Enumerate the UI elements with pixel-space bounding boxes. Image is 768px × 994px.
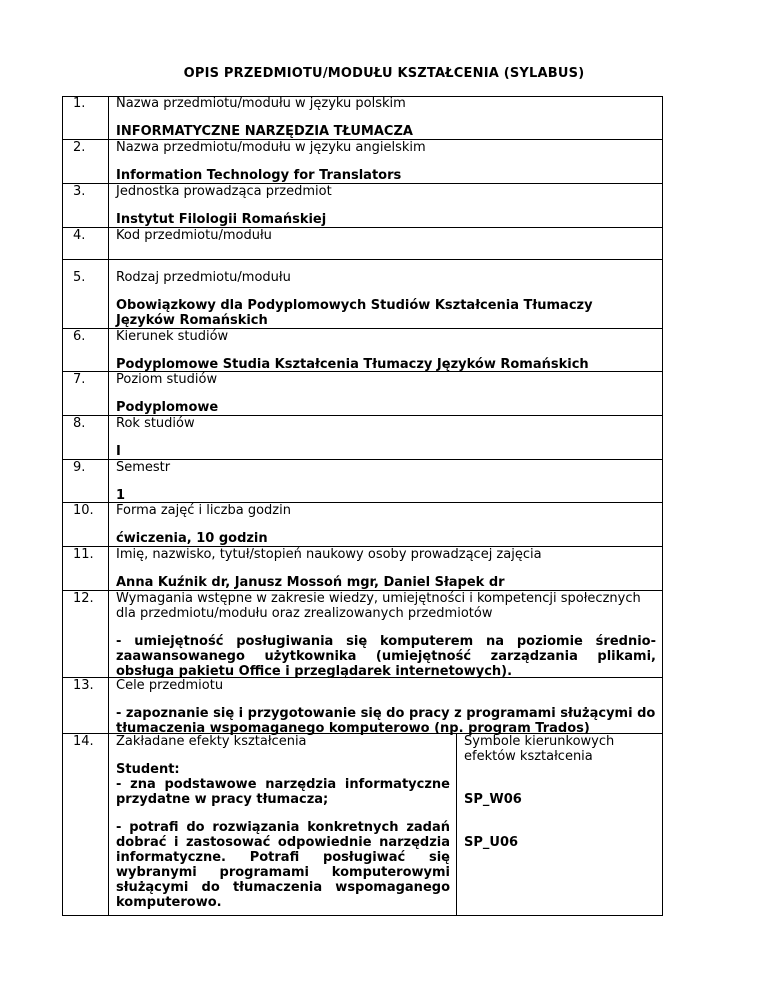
field-label: Rodzaj przedmiotu/modułu [116,270,291,285]
row-number: 8. [73,416,86,431]
effect-line: komputerowo. [116,895,222,910]
row-content [116,678,656,736]
page-title: OPIS PRZEDMIOTU/MODUŁU KSZTAŁCENIA (SYLABUS) [183,66,585,81]
field-label: Jednostka prowadząca przedmiot [116,184,332,199]
row-number: 13. [73,678,94,693]
field-label: Kierunek studiów [116,329,229,344]
student-label: Student: [116,762,180,777]
field-label-line: dla przedmiotu/modułu oraz zrealizowanych przedmiotów [116,606,493,621]
row-number: 7. [73,372,86,387]
field-label: Nazwa przedmiotu/modułu w języku polskim [116,96,406,111]
field-label: Kod przedmiotu/modułu [116,228,272,243]
effect-line: dobrać i zastosować odpowiednie narzędzia [116,835,450,850]
field-label: Cele przedmiotu [116,678,224,693]
field-value: Podyplomowe [116,400,219,415]
effect-line: wybranymi programami komputerowymi [116,865,450,880]
field-label: Semestr [116,460,171,475]
effect-symbol: SP_W06 [464,792,522,807]
symbols-header-line: efektów kształcenia [464,749,593,764]
field-label-line: Wymagania wstępne w zakresie wiedzy, umiejętności i kompetencji społecznych [116,591,641,606]
field-value: Anna Kuźnik dr, Janusz Mossoń mgr, Daniel Słapek dr [116,575,505,590]
row-number: 3. [73,184,86,199]
row-content [116,270,656,328]
field-value-line: obsługa pakietu Office i przeglądarek internetowych). [116,664,513,679]
field-value-line: - zapoznanie się i przygotowanie się do pracy z programami służącymi do [116,706,656,721]
effect-line: służącymi do tłumaczenia wspomaganego [116,880,450,895]
effects-column [116,734,450,910]
field-value-line: - umiejętność posługiwania się komputerem na poziomie średnio- [116,634,656,649]
effect-line: przydatne w pracy tłumacza; [116,792,329,807]
field-label: Zakładane efekty kształcenia [116,734,307,749]
row-number: 1. [73,96,86,111]
row-content [116,416,656,459]
row-number: 14. [73,734,94,749]
effect-line: informatyczne. Potrafi posługiwać się [116,850,450,865]
row-number: 5. [73,270,86,285]
field-label: Rok studiów [116,416,195,431]
row-content [116,96,656,139]
symbols-column [464,734,656,850]
row-content [116,372,656,415]
field-label: Poziom studiów [116,372,218,387]
row-number: 12. [73,591,94,606]
row-number: 4. [73,228,86,243]
row-content [116,503,656,546]
row-content [116,460,656,503]
field-value: ćwiczenia, 10 godzin [116,531,268,546]
row-content [116,184,656,227]
field-value: INFORMATYCZNE NARZĘDZIA TŁUMACZA [116,124,413,139]
row-number: 10. [73,503,94,518]
field-label: Nazwa przedmiotu/modułu w języku angielskim [116,140,426,155]
field-label: Forma zajęć i liczba godzin [116,503,291,518]
field-value: I [116,444,121,459]
row-content [116,591,656,679]
row-number: 11. [73,547,94,562]
field-label: Imię, nazwisko, tytuł/stopień naukowy osoby prowadzącej zajęcia [116,547,542,562]
effect-line: - zna podstawowe narzędzia informatyczne [116,777,450,792]
field-value-line: tłumaczenia wspomaganego komputerowo (np. program Trados) [116,721,590,736]
effect-symbol: SP_U06 [464,835,519,850]
row-content [116,140,656,183]
row-content [116,547,656,590]
effect-line: - potrafi do rozwiązania konkretnych zadań [116,820,450,835]
row-content [116,329,656,372]
field-value-line: Obowiązkowy dla Podyplomowych Studiów Kształcenia Tłumaczy [116,298,593,313]
field-value-line: zaawansowanego użytkownika (umiejętność zarządzania plikami, [116,649,656,664]
symbols-header-line: Symbole kierunkowych [464,734,615,749]
field-value: 1 [116,488,126,503]
row-number: 2. [73,140,86,155]
field-value: Information Technology for Translators [116,168,402,183]
field-value: Instytut Filologii Romańskiej [116,212,327,227]
row-content [116,228,656,243]
row-number: 6. [73,329,86,344]
field-value: Podyplomowe Studia Kształcenia Tłumaczy Języków Romańskich [116,357,589,372]
field-value-line: Języków Romańskich [116,313,268,328]
row-number: 9. [73,460,86,475]
